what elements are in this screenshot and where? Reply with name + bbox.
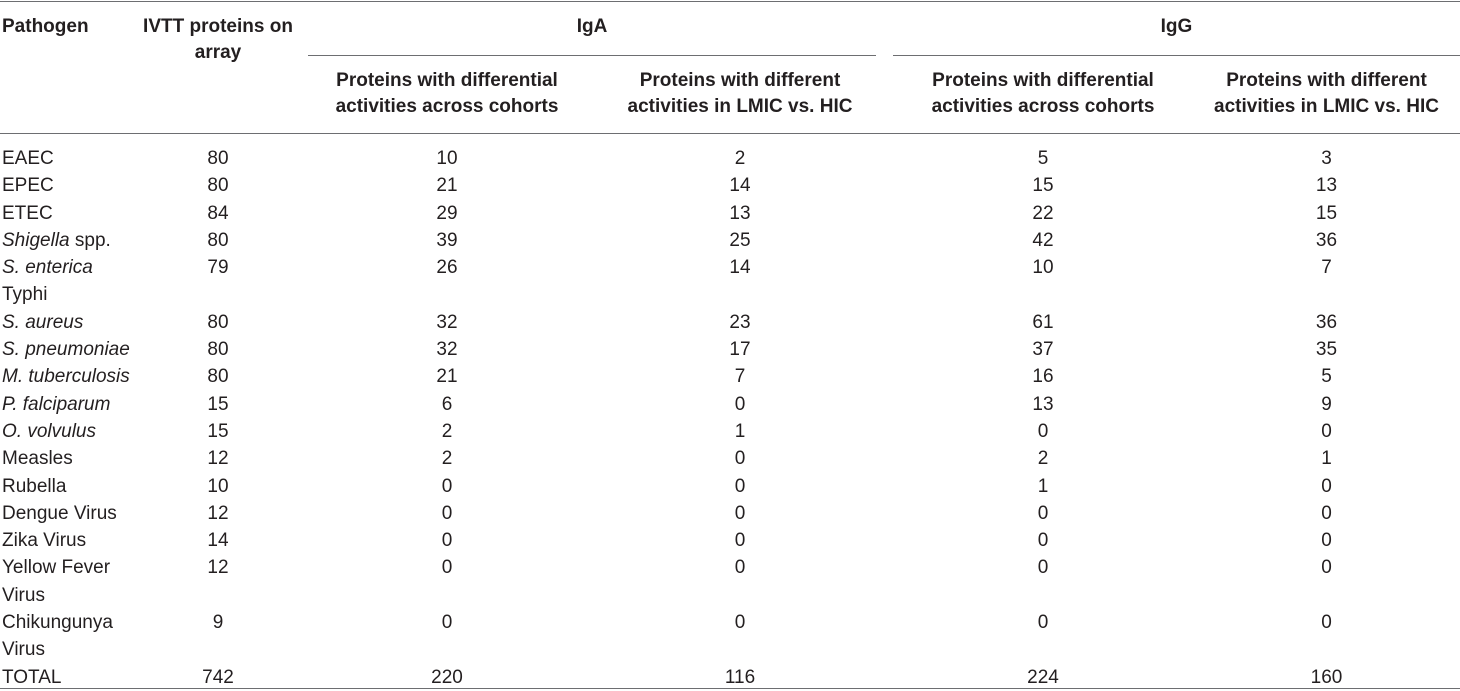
igg-diff-lmic-count: 9 [1321,393,1332,415]
ivtt-count: 10 [207,475,229,497]
table-row [0,418,1460,445]
pathogen-name-plain: TOTAL [2,666,62,688]
pathogen-name-plain: Measles [2,448,73,470]
pathogen-name-plain: Zika Virus [2,530,87,552]
ivtt-count: 12 [207,448,229,470]
igg-diff-cohorts-count: 13 [1032,393,1054,415]
table-row [0,227,1460,254]
iga-diff-cohorts-count: 26 [436,257,458,279]
igg-diff-cohorts-count: 22 [1032,202,1054,224]
iga-diff-cohorts-count: 0 [441,502,453,524]
table-row [0,363,1460,390]
pathogen-name [2,664,142,691]
igg-diff-lmic-count: 5 [1321,366,1332,388]
iga-diff-lmic-count: 25 [729,229,751,251]
header-iga-diff-lmic: Proteins with different activities in LMIC vs. HIC [627,70,853,117]
pathogen-name-plain: Typhi [2,284,48,306]
igg-diff-cohorts-count: 0 [1037,502,1049,524]
table-row [0,664,1460,691]
igg-diff-lmic-count: 7 [1321,257,1332,279]
pathogen-name-plain: ETEC [2,202,53,224]
pathogen-name-italic: O. volvulus [2,420,96,442]
pathogen-name [2,473,142,500]
igg-diff-lmic-count: 0 [1321,420,1332,442]
pathogen-name-plain: EPEC [2,175,54,197]
pathogen-name-plain: Chikungunya Virus [2,612,113,661]
igg-diff-lmic-count: 35 [1315,339,1338,361]
igg-diff-lmic-count: 0 [1321,530,1332,552]
igg-group-rule [893,55,1460,56]
iga-diff-lmic-count: 0 [734,448,746,470]
table-row [0,609,1460,664]
ivtt-count: 14 [207,530,229,552]
pathogen-name-italic: S. enterica [2,257,93,279]
ivtt-count: 12 [207,557,229,579]
iga-diff-lmic-count: 7 [734,366,746,388]
table-row [0,473,1460,500]
iga-diff-lmic-count: 0 [734,530,746,552]
header-rule [0,133,1460,134]
pathogen-name [2,609,142,664]
pathogen-name [2,336,142,363]
pathogen-name [2,363,142,390]
igg-diff-cohorts-count: 16 [1032,366,1054,388]
ivtt-count: 12 [207,502,229,524]
igg-diff-lmic-count: 160 [1310,666,1343,688]
igg-diff-cohorts-count: 224 [1027,666,1059,688]
igg-diff-cohorts-count: 0 [1037,612,1049,634]
igg-diff-cohorts-count: 0 [1037,420,1049,442]
igg-diff-lmic-count: 0 [1321,475,1332,497]
igg-diff-cohorts-count: 0 [1037,557,1049,579]
pathogen-name-plain: Dengue Virus [2,502,117,524]
pathogen-name-italic: S. pneumoniae [2,339,130,361]
iga-diff-cohorts-count: 2 [441,448,453,470]
pathogen-name [2,391,142,418]
ivtt-count: 80 [207,339,229,361]
header-ivtt: IVTT proteins on array [143,16,293,63]
ivtt-count: 9 [212,612,224,634]
table-row [0,527,1460,554]
table-row [0,172,1460,199]
ivtt-count: 80 [207,148,229,169]
igg-diff-cohorts-count: 0 [1037,530,1049,552]
iga-diff-lmic-count: 116 [724,666,756,688]
ivtt-count: 80 [207,311,229,333]
header-pathogen: Pathogen [2,16,89,37]
ivtt-count: 15 [207,393,229,415]
table-row [0,445,1460,472]
ivtt-count: 80 [207,175,229,197]
header-igg-diff-lmic: Proteins with different activities in LMIC vs. HIC [1214,70,1439,117]
header-iga: IgA [576,16,608,37]
pathogen-name [2,145,142,172]
pathogen-name-plain: Rubella [2,475,67,497]
ivtt-count: 80 [207,366,229,388]
pathogen-name-italic: P. falciparum [2,393,111,415]
iga-diff-cohorts-count: 0 [441,530,453,552]
iga-diff-cohorts-count: 0 [441,612,453,634]
ivtt-count: 84 [207,202,229,224]
iga-diff-cohorts-count: 10 [436,148,458,169]
table-row [0,145,1460,172]
iga-diff-lmic-count: 1 [734,420,746,442]
pathogen-name [2,418,142,445]
iga-diff-cohorts-count: 32 [436,311,458,333]
iga-diff-lmic-count: 14 [729,175,751,197]
table-row [0,391,1460,418]
igg-diff-lmic-count: 3 [1321,148,1332,169]
table-row [0,500,1460,527]
igg-diff-lmic-count: 1 [1321,448,1332,470]
iga-group-rule [308,55,876,56]
pathogen-name [2,500,142,527]
pathogen-name-italic: M. tuberculosis [2,366,130,388]
igg-diff-cohorts-count: 5 [1037,148,1049,169]
iga-diff-cohorts-count: 21 [436,366,458,388]
iga-diff-cohorts-count: 220 [431,666,463,688]
igg-diff-lmic-count: 0 [1321,502,1332,524]
iga-diff-cohorts-count: 32 [436,339,458,361]
iga-diff-lmic-count: 23 [729,311,751,333]
ivtt-count: 80 [207,229,229,251]
iga-diff-lmic-count: 14 [729,257,751,279]
iga-diff-lmic-count: 17 [729,339,751,361]
iga-diff-lmic-count: 2 [734,148,746,169]
header-igg-diff-cohorts: Proteins with differential activities across cohorts [931,70,1155,117]
iga-diff-cohorts-count: 21 [436,175,458,197]
igg-diff-lmic-count: 0 [1321,557,1332,579]
igg-diff-lmic-count: 36 [1315,311,1338,333]
iga-diff-lmic-count: 0 [734,393,746,415]
pathogen-name-plain: spp. [69,229,111,251]
igg-diff-cohorts-count: 37 [1032,339,1054,361]
iga-diff-lmic-count: 0 [734,557,746,579]
igg-diff-cohorts-count: 2 [1037,448,1049,470]
igg-diff-lmic-count: 13 [1315,175,1338,197]
iga-diff-cohorts-count: 6 [441,393,453,415]
iga-diff-cohorts-count: 2 [441,420,453,442]
pathogen-name [2,172,142,199]
igg-diff-cohorts-count: 15 [1032,175,1054,197]
pathogen-name [2,527,142,554]
pathogen-name [2,309,142,336]
table-row [0,336,1460,363]
table-row [0,554,1460,609]
table-body [0,145,1460,691]
pathogen-name-italic: S. aureus [2,311,84,333]
pathogen-name [2,554,142,609]
header-igg: IgG [1160,16,1193,37]
igg-diff-cohorts-count: 61 [1032,311,1054,333]
igg-diff-cohorts-count: 42 [1032,229,1054,251]
iga-diff-cohorts-count: 39 [436,229,458,251]
igg-diff-cohorts-count: 1 [1037,475,1049,497]
pathogen-name [2,227,142,254]
iga-diff-lmic-count: 0 [734,502,746,524]
iga-diff-cohorts-count: 0 [441,475,453,497]
iga-diff-cohorts-count: 29 [436,202,458,224]
pathogen-name [2,445,142,472]
table-row [0,200,1460,227]
igg-diff-lmic-count: 15 [1315,202,1338,224]
iga-diff-lmic-count: 0 [734,475,746,497]
pathogen-name-plain: EAEC [2,148,54,169]
ivtt-count: 15 [207,420,229,442]
iga-diff-lmic-count: 0 [734,612,746,634]
pathogen-name-italic: Shigella [2,229,70,251]
top-rule [0,1,1460,2]
igg-diff-cohorts-count: 10 [1032,257,1054,279]
iga-diff-lmic-count: 13 [729,202,751,224]
table-row [0,309,1460,336]
pathogen-name-plain: Yellow Fever Virus [2,557,111,606]
igg-diff-lmic-count: 0 [1321,612,1332,634]
pathogen-name [2,254,142,309]
iga-diff-cohorts-count: 0 [441,557,453,579]
header-iga-diff-cohorts: Proteins with differential activities across cohorts [335,70,559,117]
ivtt-count: 79 [207,257,229,279]
igg-diff-lmic-count: 36 [1315,229,1338,251]
pathogen-name [2,200,142,227]
ivtt-count: 742 [202,666,234,688]
table-row [0,254,1460,309]
